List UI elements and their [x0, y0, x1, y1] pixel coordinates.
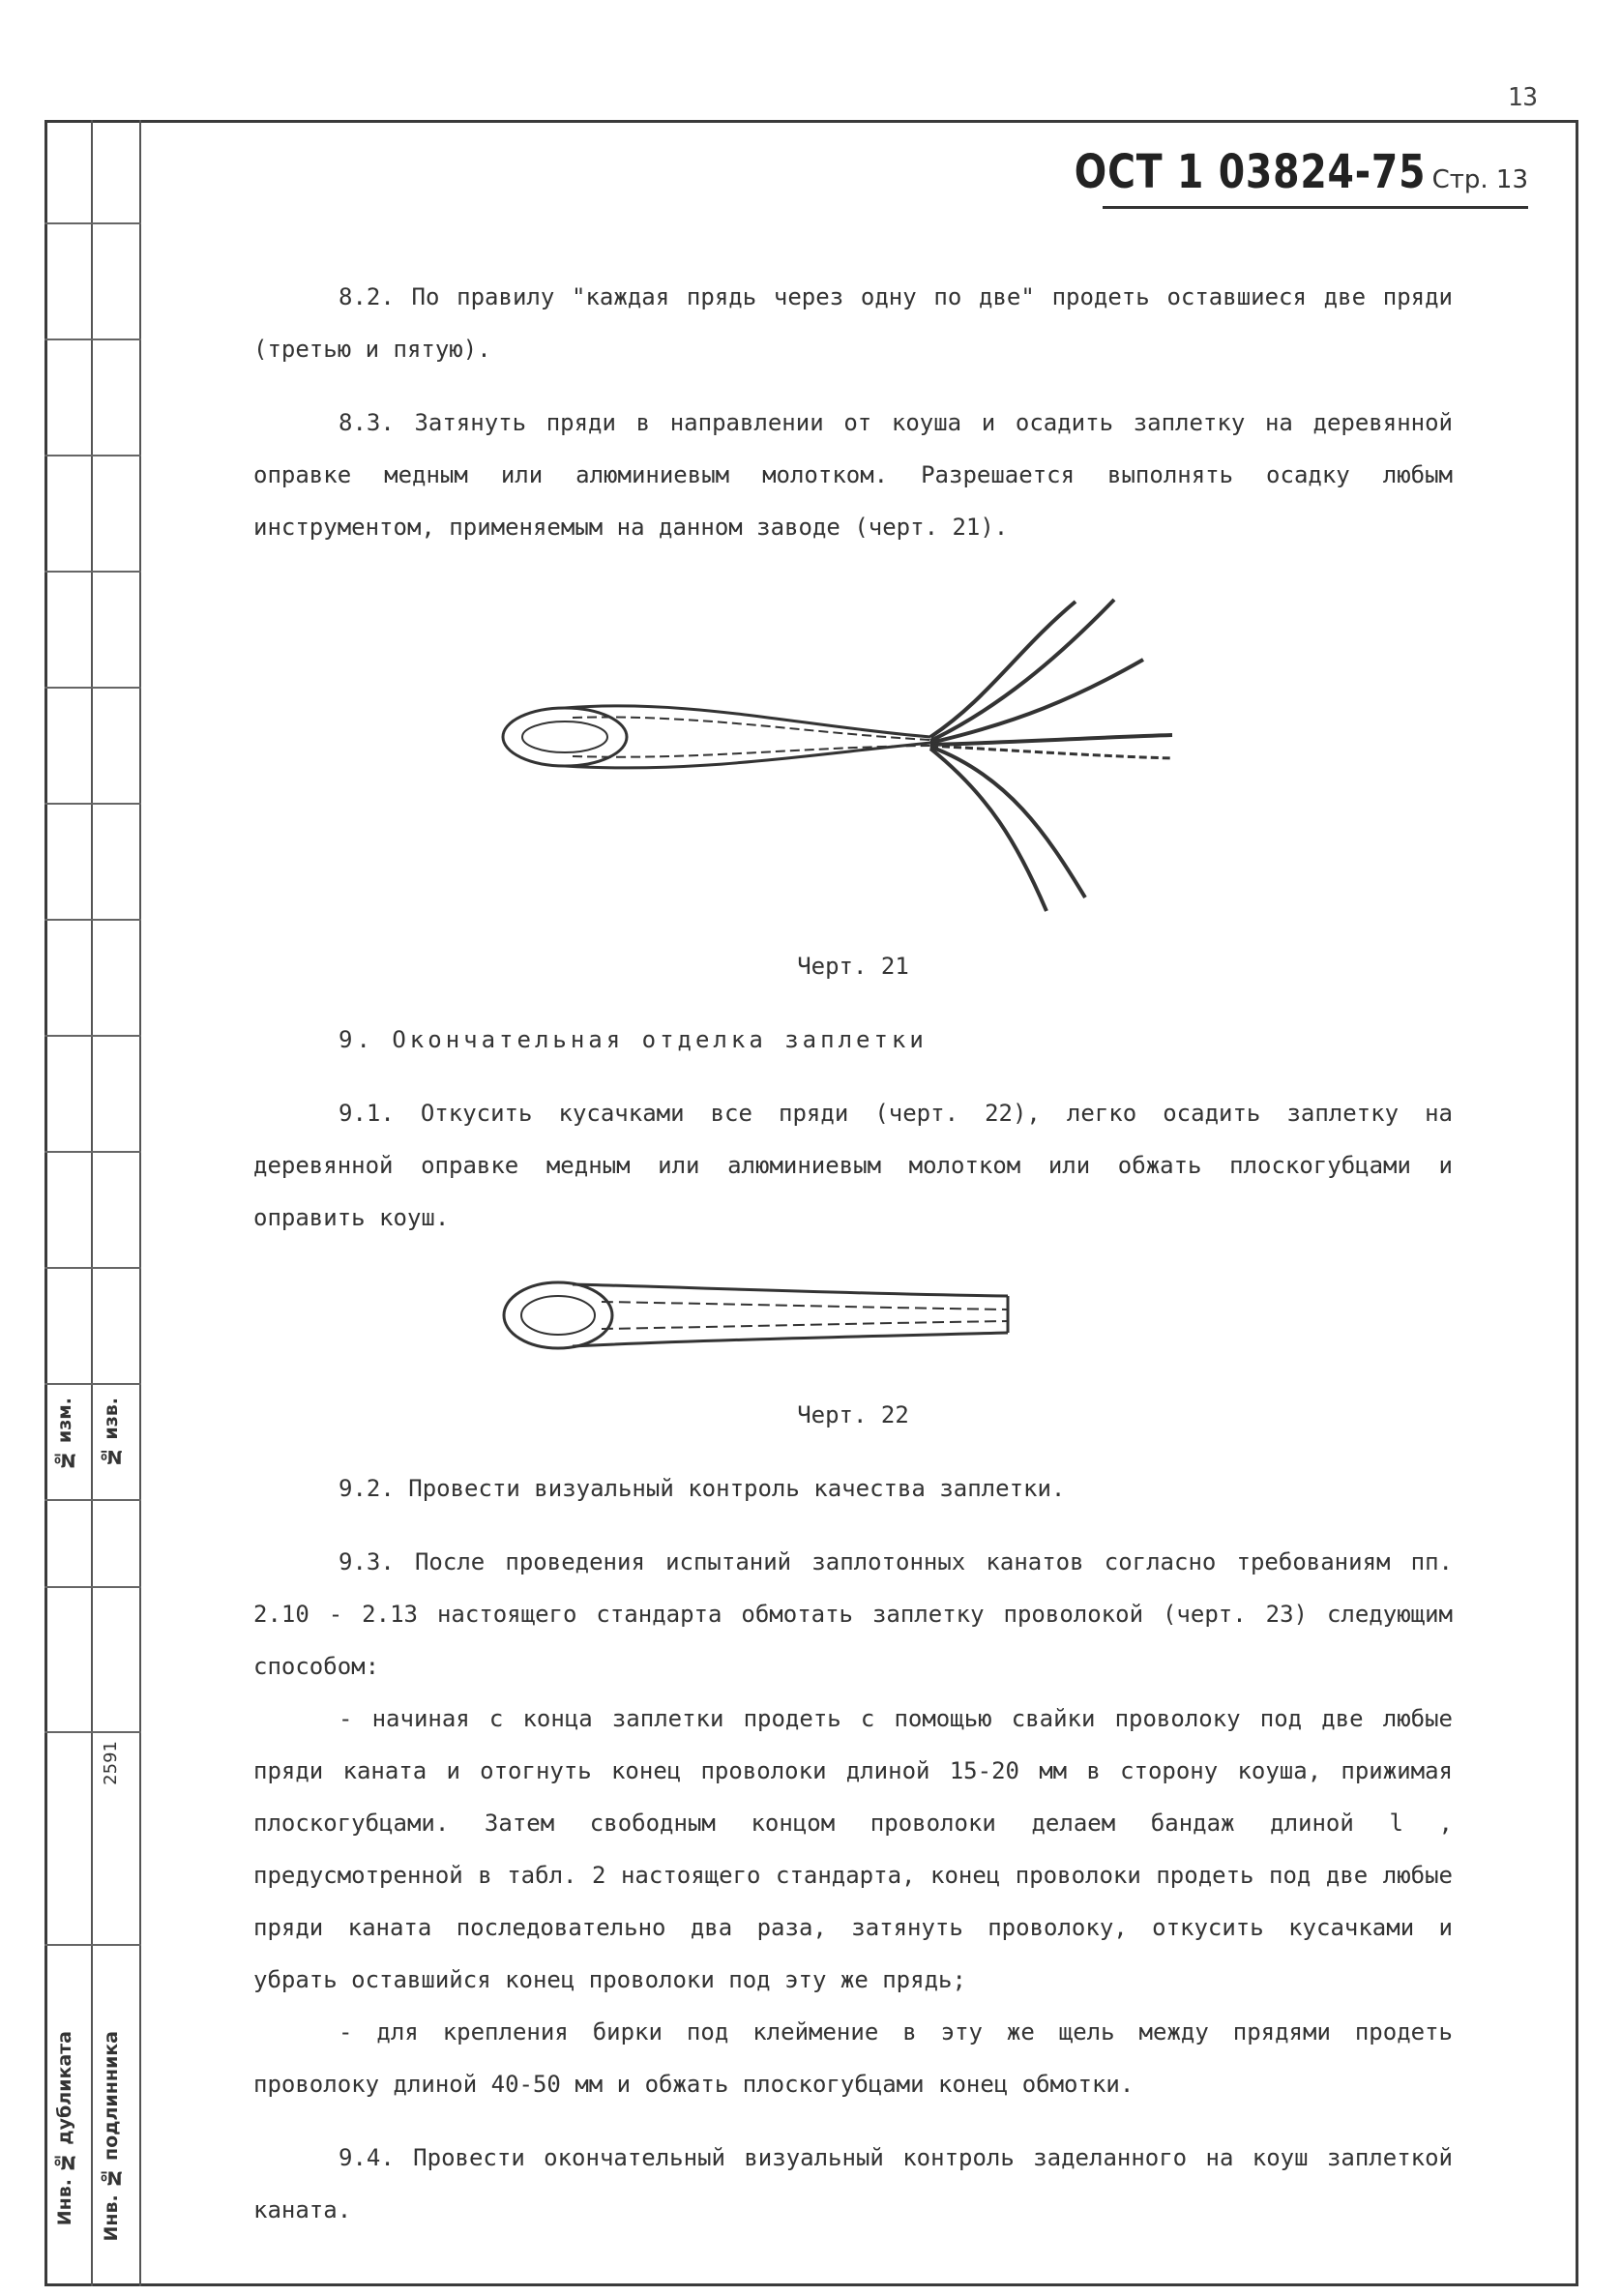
document-code: ОСТ 1 03824-75 [1075, 145, 1427, 199]
header-underline [1103, 206, 1528, 209]
figure-22-caption: Черт. 22 [797, 1401, 909, 1428]
paragraph-9-3-step-1: - начиная с конца заплетки продеть с помощью свайки проволоку под две любые пряди каната и отогнуть конец проволоки длиной 15-20 мм в сторону коуша, прижимая плоскогубцами. Затем свободным концом проволоки делаем бандаж длиной l , предусмотренной в табл. 2 настоящего стандарта, конец проволоки продеть под две любые пряди каната последовательно два раза, затянуть проволоку, откусить кусачками и убрать оставшийся конец проволоки под эту же прядь; [253, 1705, 1453, 1993]
page-label: Стр. 13 [1431, 165, 1528, 194]
document-code-header [997, 145, 1528, 199]
doc-number: 2591 [101, 1741, 121, 1785]
izv-label: № изв. [101, 1398, 122, 1468]
paragraph-8-2: 8.2. По правилу "каждая прядь через одну по две" продеть оставшиеся две пряди (третью и пятую). [253, 283, 1453, 363]
paragraph-8-3: 8.3. Затянуть пряди в направлении от коуша и осадить заплетку на деревянной оправке медным или алюминиевым молотком. Разрешается выполнять осадку любым инструментом, применяемым на данном заводе (черт. 21). [253, 409, 1453, 541]
paragraph-9-3: 9.3. После проведения испытаний заплотонных канатов согласно требованиям пп. 2.10 - 2.13 настоящего стандарта обмотать заплетку проволокой (черт. 23) следующим способом: [253, 1548, 1453, 1680]
figure-22-finished-splice [253, 1244, 1453, 1389]
izm-label: № изм. [54, 1398, 75, 1471]
section-9-title: 9. Окончательная отделка заплетки [339, 1026, 928, 1053]
paragraph-9-2: 9.2. Провести визуальный контроль качества заплетки. [339, 1475, 1066, 1502]
figure-21-caption: Черт. 21 [797, 953, 909, 980]
paragraph-9-3-step-2: - для крепления бирки под клеймение в эту же щель между прядями продеть проволоку длиной 40-50 мм и обжать плоскогубцами конец обмотки. [253, 2018, 1453, 2098]
page-body [253, 271, 1453, 2236]
figure-21-rope-splice [253, 553, 1453, 940]
page-number: 13 [1507, 83, 1538, 112]
inv-podlinnika-label: Инв. № подлинника [101, 2031, 122, 2242]
paragraph-9-4: 9.4. Провести окончательный визуальный контроль заделанного на коуш заплеткой каната. [253, 2144, 1453, 2223]
inv-dublikata-label: Инв. № дубликата [54, 2031, 75, 2226]
side-strip [44, 120, 141, 2286]
paragraph-9-1: 9.1. Откусить кусачками все пряди (черт. 22), легко осадить заплетку на деревянной оправке медным или алюминиевым молотком или обжать плоскогубцами и оправить коуш. [253, 1100, 1453, 1231]
